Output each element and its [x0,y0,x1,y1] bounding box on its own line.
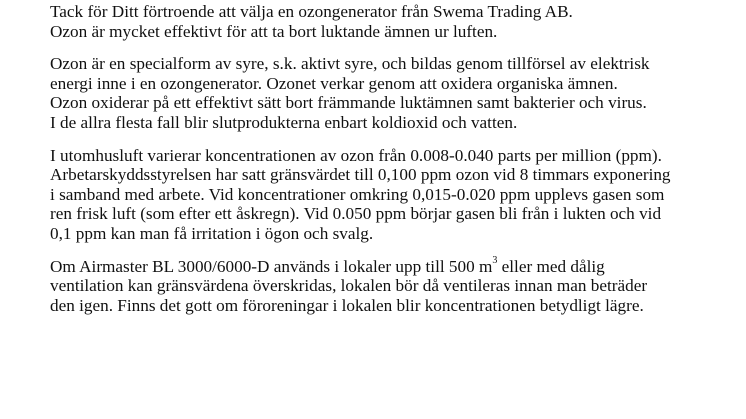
text-line-with-superscript [50,254,730,277]
paragraph-airmaster-usage [50,254,730,316]
paragraph-concentration-limits [50,146,730,244]
text-line: I utomhusluft varierar koncentrationen av ozon från 0.008-0.040 parts per million (ppm). [50,145,662,165]
text-line: 0,1 ppm kan man få irritation i ögon och svalg. [50,223,374,243]
text-line: Arbetarskyddsstyrelsen har satt gränsvärdet till 0,100 ppm ozon vid 8 timmars exponering [50,165,671,185]
text-line: Ozon är mycket effektivt för att ta bort luktande ämnen ur luften. [50,21,498,41]
text-line: Tack för Ditt förtroende att välja en ozongenerator från Swema Trading AB. [50,2,573,21]
text-segment: Om Airmaster BL 3000/6000-D används i lokaler upp till 500 m [50,256,493,276]
text-line: den igen. Finns det gott om föroreningar i lokalen blir koncentrationen betydligt lägre. [50,295,644,315]
text-line: energi inne i en ozongenerator. Ozonet verkar genom att oxidera organiska ämnen. [50,73,618,93]
paragraph-intro [50,2,730,41]
document-page [50,0,730,328]
text-segment: eller med dålig [497,256,605,276]
superscript-cubic: 3 [492,254,498,266]
text-line: i samband med arbete. Vid koncentrationer omkring 0,015-0.020 ppm upplevs gasen som [50,184,665,204]
text-line: Ozon oxiderar på ett effektivt sätt bort främmande luktämnen samt bakterier och virus. [50,93,647,113]
text-line: Ozon är en specialform av syre, s.k. aktivt syre, och bildas genom tillförsel av elektrisk [50,54,650,74]
paragraph-ozone-definition [50,54,730,132]
text-line: ventilation kan gränsvärdena överskridas, lokalen bör då ventileras innan man beträder [50,276,648,296]
text-line: I de allra flesta fall blir slutprodukterna enbart koldioxid och vatten. [50,112,518,132]
text-line: ren frisk luft (som efter ett åskregn). Vid 0.050 ppm börjar gasen bli från i lukten och vid [50,204,662,224]
